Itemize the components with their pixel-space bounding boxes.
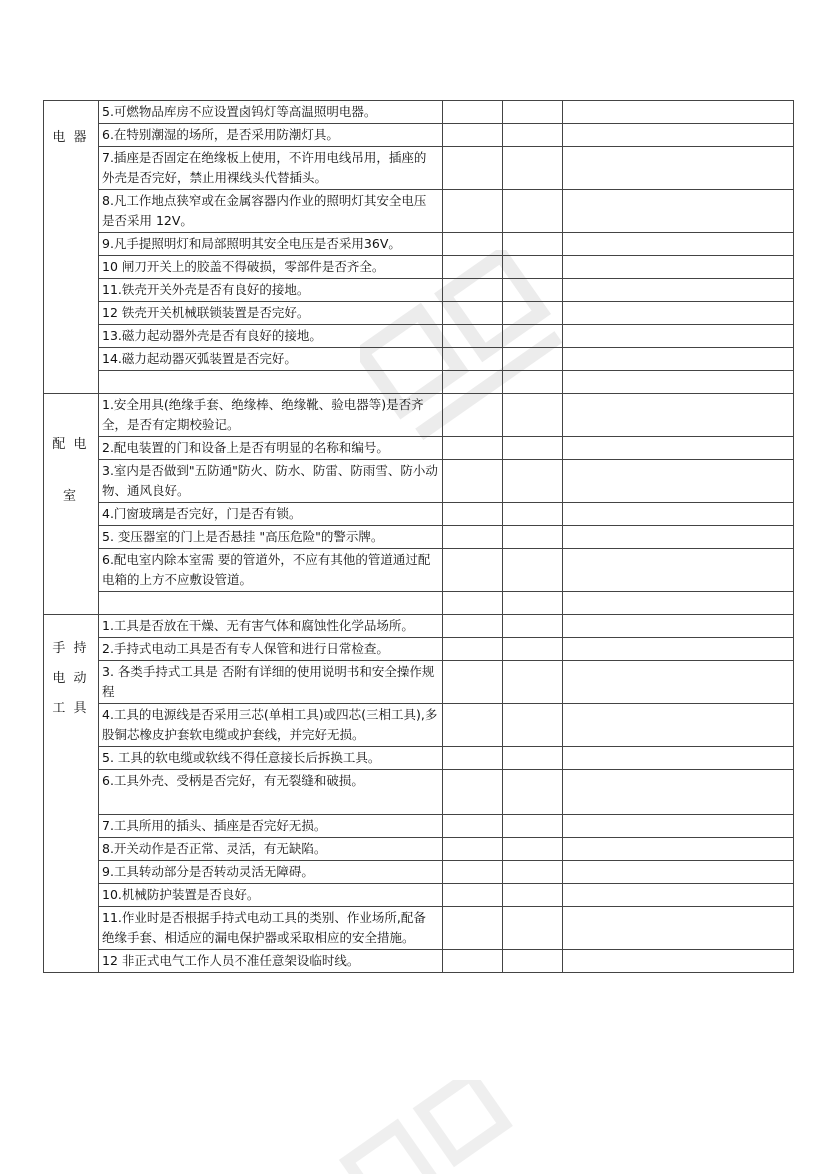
check-item: 6.工具外壳、受柄是否完好，有无裂缝和破损。 [99,770,443,815]
check-item: 4.门窗玻璃是否完好，门是否有锁。 [99,503,443,526]
table-row [44,704,794,747]
blank-cell [563,394,794,437]
blank-cell [503,124,563,147]
blank-cell [563,861,794,884]
category-electrical [44,101,99,394]
blank-cell [563,124,794,147]
table-row [44,147,794,190]
blank-cell [503,348,563,371]
check-item: 10.机械防护装置是否良好。 [99,884,443,907]
blank-cell [503,233,563,256]
blank-cell [563,592,794,615]
blank-cell [443,279,503,302]
blank-cell [443,770,503,815]
check-item: 7.工具所用的插头、插座是否完好无损。 [99,815,443,838]
table-row [44,233,794,256]
blank-cell [563,190,794,233]
table-row [44,638,794,661]
blank-cell [563,770,794,815]
blank-cell [563,704,794,747]
table-row [44,256,794,279]
blank-cell [563,907,794,950]
blank-cell [443,348,503,371]
blank-cell [563,233,794,256]
category-label: 手 持 电 动 工 具 [52,641,89,716]
table-row [44,325,794,348]
check-item: 2.配电装置的门和设备上是否有明显的名称和编号。 [99,437,443,460]
blank-cell [503,437,563,460]
blank-cell [563,256,794,279]
blank-cell [503,371,563,394]
table-row [44,661,794,704]
table-row [44,884,794,907]
check-item: 1.安全用具(绝缘手套、绝缘棒、绝缘靴、验电器等)是否齐全，是否有定期校验记。 [99,394,443,437]
blank-cell [563,615,794,638]
table-row [44,302,794,325]
blank-cell [503,838,563,861]
check-item: 5.可燃物品库房不应设置卤钨灯等高温照明电器。 [99,101,443,124]
check-item: 7.插座是否固定在绝缘板上使用，不许用电线吊用，插座的外壳是否完好，禁止用裸线头代替插头。 [99,147,443,190]
blank-cell [503,861,563,884]
check-item: 14.磁力起动器灭弧装置是否完好。 [99,348,443,371]
blank-cell [563,838,794,861]
blank-cell [443,838,503,861]
blank-cell [503,638,563,661]
blank-cell [443,907,503,950]
blank-cell [443,503,503,526]
blank-cell [443,437,503,460]
table-row [44,815,794,838]
category-distribution-room [44,394,99,615]
blank-cell [563,437,794,460]
inspection-table [43,100,794,973]
blank-cell [563,302,794,325]
blank-cell [443,124,503,147]
check-item: 1.工具是否放在干燥、无有害气体和腐蚀性化学品场所。 [99,615,443,638]
blank-cell [563,884,794,907]
table-row [44,348,794,371]
table-row [44,503,794,526]
blank-cell [503,460,563,503]
table-row [44,770,794,815]
check-item: 3.室内是否做到"五防通"防火、防水、防雷、防雨雪、防小动物、通风良好。 [99,460,443,503]
category-label: 配 电 室 [52,437,89,504]
check-item: 12 非正式电气工作人员不准任意架设临时线。 [99,950,443,973]
blank-cell [563,101,794,124]
table-row [44,907,794,950]
blank-cell [443,101,503,124]
table-row [44,279,794,302]
check-item: 11.作业时是否根据手持式电动工具的类别、作业场所,配备绝缘手套、相适应的漏电保护器或采取相应的安全措施。 [99,907,443,950]
check-item: 4.工具的电源线是否采用三芯(单相工具)或四芯(三相工具),多股铜芯橡皮护套软电缆或护套线，并完好无损。 [99,704,443,747]
check-item: 13.磁力起动器外壳是否有良好的接地。 [99,325,443,348]
blank-cell [503,770,563,815]
blank-cell [503,302,563,325]
blank-cell [443,747,503,770]
blank-cell [503,279,563,302]
blank-cell [443,592,503,615]
table-row [44,190,794,233]
blank-cell [443,815,503,838]
blank-cell [503,747,563,770]
watermark-logo-bottom [330,1080,530,1174]
blank-cell [563,638,794,661]
table-row [44,549,794,592]
check-item: 2.手持式电动工具是否有专人保管和进行日常检查。 [99,638,443,661]
blank-cell [503,592,563,615]
table-row [44,394,794,437]
table-row [44,861,794,884]
check-item: 9.凡手提照明灯和局部照明其安全电压是否采用36V。 [99,233,443,256]
blank-cell [563,147,794,190]
blank-cell [563,348,794,371]
blank-cell [443,147,503,190]
blank-cell [563,661,794,704]
blank-cell [503,907,563,950]
blank-cell [99,371,443,394]
blank-cell [443,256,503,279]
blank-cell [563,815,794,838]
blank-cell [503,661,563,704]
blank-cell [563,503,794,526]
blank-cell [563,747,794,770]
blank-cell [563,549,794,592]
blank-cell [443,302,503,325]
blank-cell [503,325,563,348]
blank-cell [563,279,794,302]
table-row [44,615,794,638]
blank-cell [563,325,794,348]
blank-cell [443,638,503,661]
blank-cell [503,526,563,549]
blank-cell [443,704,503,747]
blank-cell [443,233,503,256]
blank-cell [503,615,563,638]
check-item: 9.工具转动部分是否转动灵活无障碍。 [99,861,443,884]
blank-cell [503,815,563,838]
blank-cell [503,147,563,190]
blank-cell [443,861,503,884]
blank-cell [503,503,563,526]
blank-cell [503,549,563,592]
category-label: 电 器 [52,130,89,145]
blank-cell [563,371,794,394]
table-row [44,747,794,770]
blank-cell [443,526,503,549]
blank-cell [503,101,563,124]
blank-cell [503,704,563,747]
table-row [44,101,794,124]
check-item: 8.凡工作地点狭窄或在金属容器内作业的照明灯其安全电压是否采用 12V。 [99,190,443,233]
table-row [44,124,794,147]
table-row-empty [44,592,794,615]
blank-cell [443,884,503,907]
blank-cell [443,460,503,503]
table-row [44,437,794,460]
check-item: 5. 工具的软电缆或软线不得任意接长后拆换工具。 [99,747,443,770]
blank-cell [443,190,503,233]
blank-cell [443,325,503,348]
table-row [44,950,794,973]
blank-cell [443,661,503,704]
table-row [44,526,794,549]
blank-cell [503,394,563,437]
blank-cell [99,592,443,615]
check-item: 8.开关动作是否正常、灵活，有无缺陷。 [99,838,443,861]
blank-cell [563,526,794,549]
check-item: 11.铁壳开关外壳是否有良好的接地。 [99,279,443,302]
table-row-empty [44,371,794,394]
category-hand-tools [44,615,99,973]
check-item: 6.在特别潮湿的场所，是否采用防潮灯具。 [99,124,443,147]
blank-cell [443,615,503,638]
table-row [44,460,794,503]
blank-cell [563,460,794,503]
blank-cell [503,884,563,907]
check-item: 3. 各类手持式工具是 否附有详细的使用说明书和安全操作规程 [99,661,443,704]
check-item: 10 闸刀开关上的胶盖不得破损，零部件是否齐全。 [99,256,443,279]
check-item: 5. 变压器室的门上是否悬挂 "高压危险"的警示牌。 [99,526,443,549]
blank-cell [443,549,503,592]
blank-cell [563,950,794,973]
check-item: 6.配电室内除本室需 要的管道外，不应有其他的管道通过配电箱的上方不应敷设管道。 [99,549,443,592]
blank-cell [443,950,503,973]
check-item: 12 铁壳开关机械联锁装置是否完好。 [99,302,443,325]
blank-cell [503,950,563,973]
blank-cell [443,371,503,394]
blank-cell [503,190,563,233]
blank-cell [503,256,563,279]
blank-cell [443,394,503,437]
table-row [44,838,794,861]
